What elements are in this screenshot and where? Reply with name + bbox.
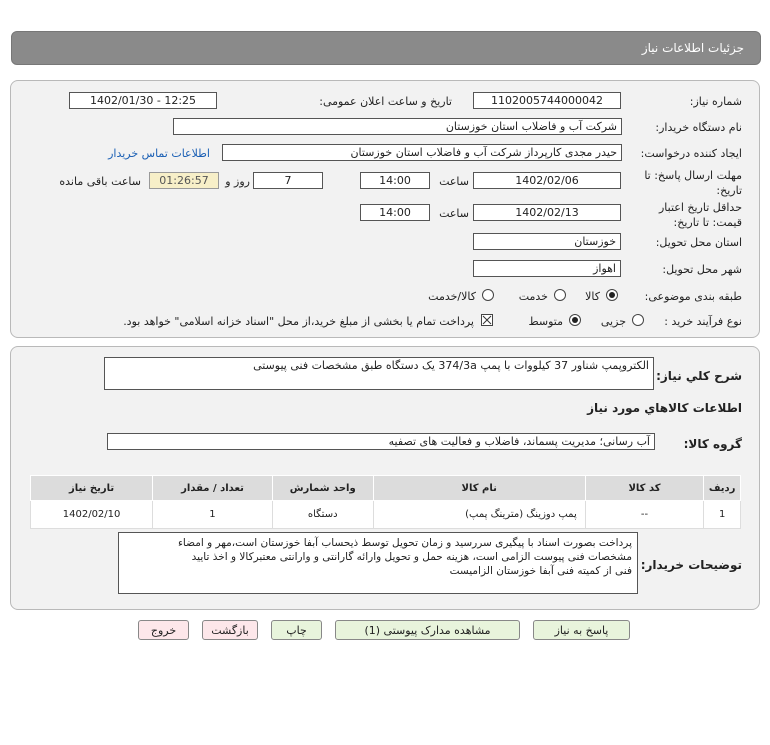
row-name: پمپ دوزینگ (مترینگ پمپ) bbox=[373, 501, 585, 529]
city-field: اهواز bbox=[473, 260, 621, 277]
goods-group-label: گروه کالا: bbox=[683, 437, 742, 451]
validity-label-line1: حداقل تاریخ اعتبار bbox=[658, 201, 742, 214]
exit-button[interactable]: خروج bbox=[138, 620, 189, 640]
deadline-time-label: ساعت bbox=[439, 175, 469, 188]
checkbox-cross-icon bbox=[482, 315, 492, 325]
general-description-field: الکتروپمپ شناور 37 کیلووات با پمپ 374/3a یک دستگاه طبق مشخصات فنی پیوستی bbox=[104, 357, 654, 390]
goods-group-field: آب رسانی؛ مدیریت پسماند، فاضلاب و فعالیت های تصفیه bbox=[107, 433, 655, 450]
category-radio-goods-service[interactable] bbox=[482, 289, 494, 301]
col-date: تاریخ نیاز bbox=[31, 476, 153, 501]
buyer-notes-line-2: مشخصات فنی پیوست الزامی است، هزینه حمل و تحویل وارائه گارانتی و وارانتی معتبرکالا و اخذ تایید bbox=[191, 551, 632, 563]
col-row: ردیف bbox=[704, 476, 741, 501]
buyer-notes-field bbox=[118, 532, 638, 594]
buyer-notes-line-3: فنی از کمیته فنی آبفا خوزستان الزامیست bbox=[449, 565, 632, 577]
col-code: کد کالا bbox=[585, 476, 704, 501]
goods-table bbox=[30, 475, 741, 529]
province-field: خوزستان bbox=[473, 233, 621, 250]
process-option-medium: متوسط bbox=[528, 315, 563, 328]
goods-table-header bbox=[31, 476, 741, 501]
city-label: شهر محل تحویل: bbox=[662, 263, 742, 276]
creator-field: حیدر مجدی کارپرداز شرکت آب و فاضلاب استان خوزستان bbox=[222, 144, 622, 161]
validity-time-field: 14:00 bbox=[360, 204, 430, 221]
col-unit: واحد شمارش bbox=[272, 476, 373, 501]
province-label: استان محل تحویل: bbox=[655, 236, 742, 249]
category-radio-service[interactable] bbox=[554, 289, 566, 301]
deadline-label-line2: تاریخ: bbox=[716, 184, 742, 197]
page-title: جزئیات اطلاعات نیاز bbox=[641, 41, 744, 55]
print-button[interactable]: چاپ bbox=[271, 620, 322, 640]
category-radio-goods[interactable] bbox=[606, 289, 618, 301]
process-radio-minor[interactable] bbox=[632, 314, 644, 326]
col-name: نام کالا bbox=[373, 476, 585, 501]
buyer-notes-label: توضیحات خریدار: bbox=[640, 558, 742, 572]
creator-label: ایجاد کننده درخواست: bbox=[640, 147, 742, 160]
remaining-time: 01:26:57 bbox=[149, 172, 219, 189]
table-row bbox=[31, 501, 741, 529]
treasury-payment-note: پرداخت تمام یا بخشی از مبلغ خرید،از محل "اسناد خزانه اسلامی" خواهد بود. bbox=[123, 315, 474, 328]
buyer-org-label: نام دستگاه خریدار: bbox=[655, 121, 742, 134]
deadline-label bbox=[644, 168, 742, 198]
col-qty: تعداد / مقدار bbox=[153, 476, 273, 501]
announce-field: 1402/01/30 - 12:25 bbox=[69, 92, 217, 109]
row-qty: 1 bbox=[153, 501, 273, 529]
deadline-label-line1: مهلت ارسال پاسخ: تا bbox=[644, 169, 742, 182]
announce-label: تاریخ و ساعت اعلان عمومی: bbox=[319, 95, 452, 108]
validity-date-field: 1402/02/13 bbox=[473, 204, 621, 221]
validity-label bbox=[659, 200, 742, 230]
days-label: روز و bbox=[225, 175, 250, 188]
category-option-goods: کالا bbox=[585, 290, 600, 303]
back-button[interactable]: بازگشت bbox=[202, 620, 258, 640]
process-label: نوع فرآیند خرید : bbox=[664, 315, 742, 328]
buyer-org-field: شرکت آب و فاضلاب استان خوزستان bbox=[173, 118, 622, 135]
buyer-contact-link[interactable]: اطلاعات تماس خریدار bbox=[108, 147, 210, 160]
page-title-bar bbox=[11, 31, 761, 65]
goods-section-title: اطلاعات کالاهاي مورد نياز bbox=[587, 401, 742, 415]
row-code: -- bbox=[585, 501, 704, 529]
validity-label-line2: قیمت: تا تاریخ: bbox=[673, 216, 742, 229]
category-label: طبقه بندی موضوعی: bbox=[644, 290, 742, 303]
deadline-time-field: 14:00 bbox=[360, 172, 430, 189]
row-number: 1 bbox=[704, 501, 741, 529]
view-attachments-button[interactable]: مشاهده مدارک پیوستی (1) bbox=[335, 620, 520, 640]
reply-button[interactable]: پاسخ به نیاز bbox=[533, 620, 630, 640]
days-field: 7 bbox=[253, 172, 323, 189]
validity-time-label: ساعت bbox=[439, 207, 469, 220]
category-option-service: خدمت bbox=[518, 290, 548, 303]
deadline-date-field: 1402/02/06 bbox=[473, 172, 621, 189]
process-radio-medium[interactable] bbox=[569, 314, 581, 326]
general-description-label: شرح کلي نياز: bbox=[656, 369, 742, 383]
row-unit: دستگاه bbox=[272, 501, 373, 529]
need-number-label: شماره نیاز: bbox=[689, 95, 742, 108]
remaining-label: ساعت باقی مانده bbox=[59, 175, 141, 188]
process-option-minor: جزیی bbox=[600, 315, 626, 328]
row-date: 1402/02/10 bbox=[31, 501, 153, 529]
category-option-goods-service: کالا/خدمت bbox=[428, 290, 476, 303]
buyer-notes-line-1: پرداخت بصورت اسناد با پیگیری سررسید و زمان تحویل توسط ذیحساب آبفا خوزستان است،مهر و امضاء bbox=[177, 537, 632, 549]
treasury-payment-checkbox[interactable] bbox=[481, 314, 493, 326]
need-number-field: 1102005744000042 bbox=[473, 92, 621, 109]
